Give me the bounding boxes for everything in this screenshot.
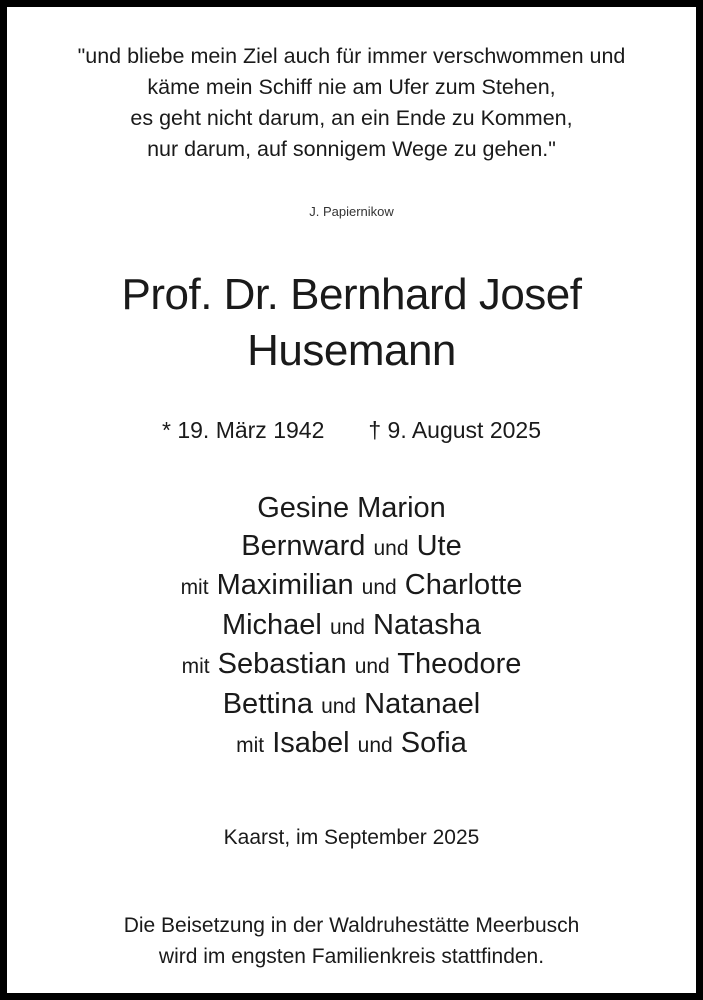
name-line-2: Husemann	[247, 326, 456, 375]
quote-line: es geht nicht darum, an ein Ende zu Kommen,	[130, 106, 573, 130]
family-member-line	[0, 528, 703, 568]
life-dates	[0, 415, 703, 445]
connector-word: und	[321, 694, 357, 718]
name-line-1: Prof. Dr. Bernhard Josef	[121, 270, 582, 319]
family-member-name: Sofia	[392, 727, 467, 759]
family-member-name: Ute	[408, 529, 462, 562]
notice-line-2: wird im engsten Familienkreis stattfinden.	[158, 945, 545, 968]
birth-date: * 19. März 1942	[161, 417, 325, 443]
family-member-name: Charlotte	[396, 569, 523, 601]
family-list	[0, 490, 703, 765]
family-member-name: Maximilian	[208, 569, 362, 601]
family-member-line	[0, 725, 703, 765]
connector-word: mit	[180, 576, 209, 599]
quote-author: J. Papiernikow	[309, 204, 394, 219]
family-member-line	[0, 646, 703, 686]
family-member-name: Natasha	[364, 608, 482, 641]
death-date: † 9. August 2025	[368, 417, 542, 443]
connector-word: und	[354, 655, 390, 678]
connector-word: mit	[236, 734, 265, 757]
family-member-name: Gesine Marion	[257, 492, 446, 524]
quote-block	[0, 41, 703, 165]
family-member-line	[0, 686, 703, 726]
family-member-line	[0, 607, 703, 647]
family-member-name: Sebastian	[209, 648, 355, 680]
family-member-line	[0, 490, 703, 528]
quote-line: "und bliebe mein Ziel auch für immer verschwommen und	[77, 44, 626, 68]
burial-notice	[0, 910, 703, 972]
family-member-name: Isabel	[264, 727, 358, 759]
family-member-name: Natanael	[356, 687, 481, 720]
notice-line-1: Die Beisetzung in der Waldruhestätte Meerbusch	[123, 914, 580, 937]
connector-word: und	[329, 615, 365, 639]
family-member-name: Bettina	[222, 687, 322, 720]
place-date: Kaarst, im September 2025	[223, 826, 480, 849]
deceased-name	[0, 267, 703, 379]
connector-word: und	[373, 536, 409, 560]
family-member-name: Michael	[221, 608, 330, 641]
connector-word: mit	[181, 655, 210, 678]
family-member-line	[0, 567, 703, 607]
quote-line: käme mein Schiff nie am Ufer zum Stehen,	[147, 75, 556, 99]
quote-line: nur darum, auf sonnigem Wege zu gehen."	[147, 137, 556, 161]
connector-word: und	[357, 734, 393, 757]
family-member-name: Theodore	[389, 648, 522, 680]
connector-word: und	[361, 576, 397, 599]
family-member-name: Bernward	[241, 529, 374, 562]
